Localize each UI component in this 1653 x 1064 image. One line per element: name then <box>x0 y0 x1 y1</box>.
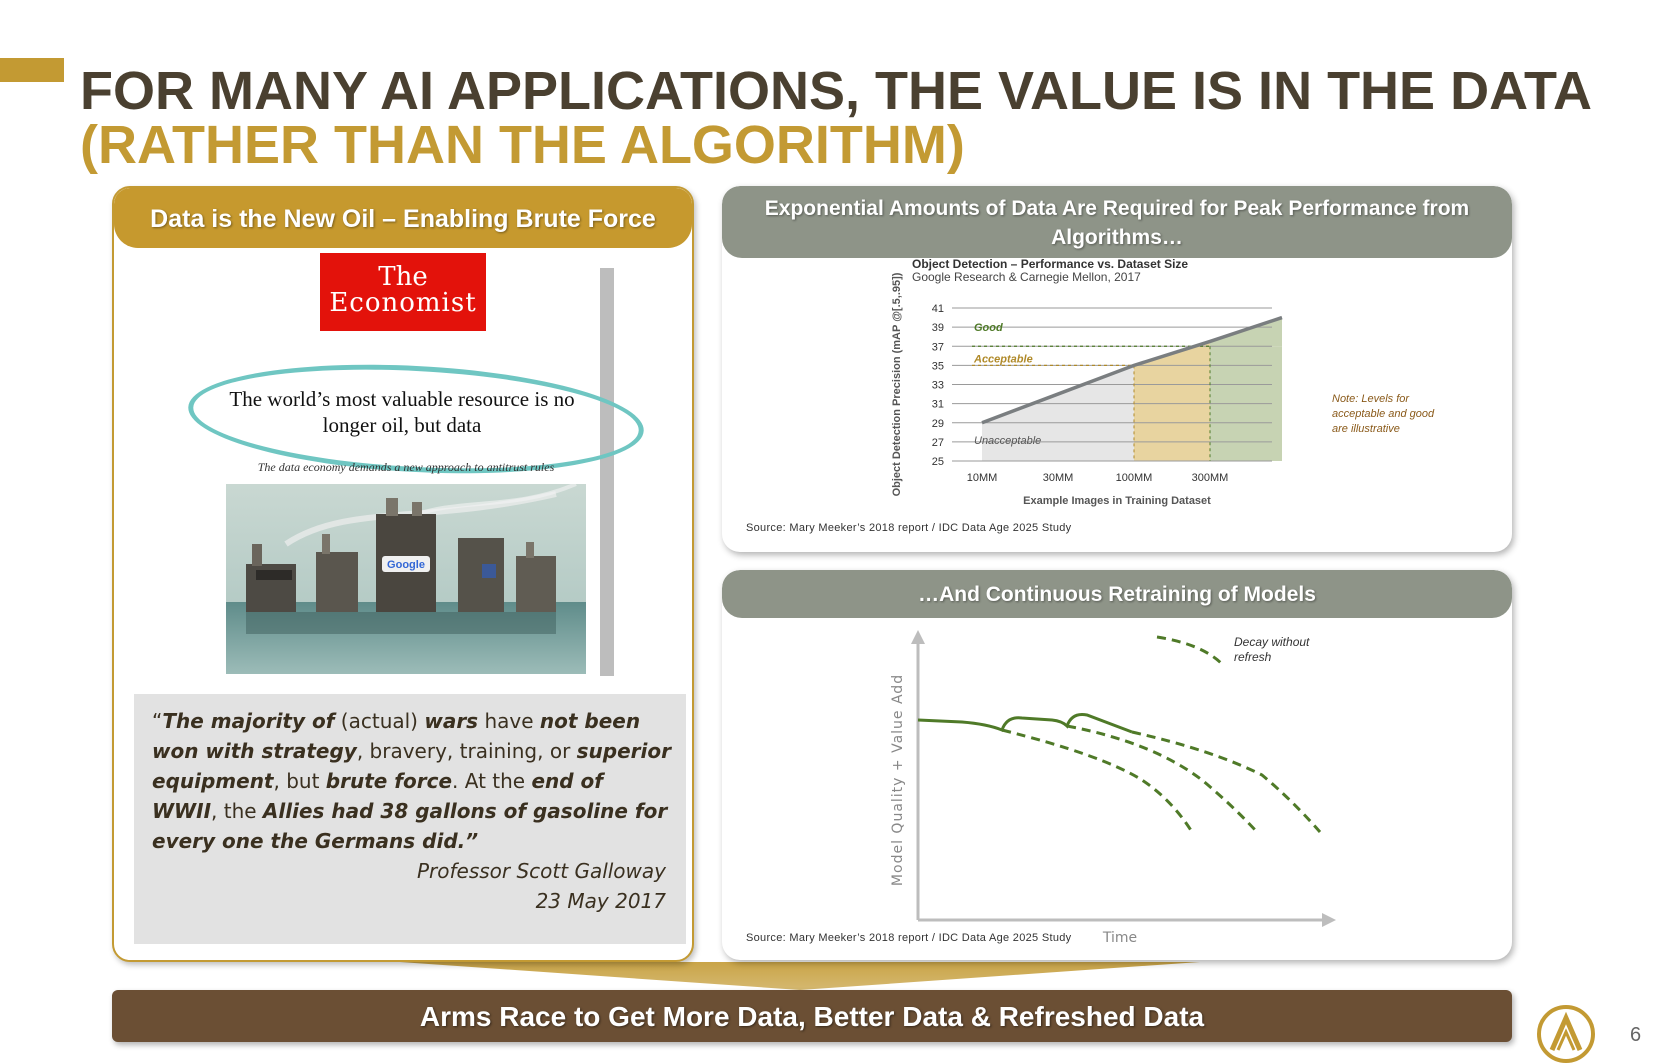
chart1-xtick: 30MM <box>1042 472 1074 484</box>
chart1-note-line: are illustrative <box>1332 423 1400 435</box>
left-panel <box>112 186 694 962</box>
chart2-ylabel: Model Quality + Value Add <box>890 673 906 887</box>
quote-segment: The majority of <box>162 709 335 733</box>
quote-segment: “ <box>152 709 163 733</box>
retrained-curve <box>918 714 1132 732</box>
chart1-ytick: 31 <box>931 398 944 411</box>
chart1-xtick: 10MM <box>966 472 998 484</box>
quote-segment: , but <box>273 769 326 793</box>
retraining-panel-header: …And Continuous Retraining of Models <box>722 570 1512 618</box>
model-decay-chart <box>722 570 1512 960</box>
decay-curve-1 <box>1002 730 1192 832</box>
chart1-ytick: 29 <box>931 417 944 430</box>
chart1-note <box>1332 393 1435 435</box>
chart1-xtick: 100MM <box>1115 472 1153 484</box>
company-logo-icon <box>1536 1004 1596 1064</box>
quote-segment: brute force <box>325 769 453 793</box>
chart1-source: Source: Mary Meeker’s 2018 report / IDC Data Age 2025 Study <box>746 522 1072 534</box>
chart2-source: Source: Mary Meeker’s 2018 report / IDC Data Age 2025 Study <box>746 932 1072 944</box>
acceptable-zone <box>1134 365 1210 461</box>
chart1-xtick: 300MM <box>1191 472 1229 484</box>
chart1-xlabel: Example Images in Training Dataset <box>1023 495 1211 507</box>
chart1-note-line: Note: Levels for <box>1332 393 1410 405</box>
chart2-legend <box>1234 635 1310 664</box>
quote-segment: . At the <box>452 769 532 793</box>
article-headline: The world’s most valuable resource is no longer oil, but data <box>229 387 575 437</box>
chart1-ytick: 27 <box>931 436 944 449</box>
chart2-y-arrow <box>911 630 925 644</box>
quote-segment: (actual) <box>334 709 425 733</box>
quote-segment: Allies had 38 gallons of gasoline for every one the Germans did.” <box>152 799 668 853</box>
chart1-subtitle: Google Research & Carnegie Mellon, 2017 <box>912 270 1141 284</box>
page-number: 6 <box>1630 1024 1642 1046</box>
good-label: Good <box>974 322 1003 335</box>
chart2-x-arrow <box>1322 913 1336 927</box>
chart1-ytick: 25 <box>931 456 944 468</box>
quote-attribution <box>314 856 666 916</box>
detection-performance-chart <box>722 186 1512 552</box>
unacceptable-label: Unacceptable <box>974 434 1042 447</box>
bottom-banner: Arms Race to Get More Data, Better Data & Refreshed Data <box>112 990 1512 1042</box>
chart1-ylabel: Object Detection Precision (mAP @[.5,.95]) <box>891 272 903 497</box>
quote-segment: end of WWII <box>152 769 603 823</box>
svg-text:Google: Google <box>387 559 425 571</box>
chart2-xlabel: Time <box>1102 930 1138 946</box>
chart1-ytick: 37 <box>931 341 944 354</box>
quote-segment: wars <box>424 709 479 733</box>
legend-dashed-swatch <box>1157 637 1222 664</box>
chart1-ytick: 35 <box>931 360 944 373</box>
data-scale-panel-header: Exponential Amounts of Data Are Required for Peak Performance from Algorithms… <box>722 186 1512 258</box>
left-panel-header: Data is the New Oil – Enabling Brute Force <box>114 188 692 248</box>
chart2-legend-line: refresh <box>1234 650 1272 664</box>
acceptable-label: Acceptable <box>974 353 1033 366</box>
oil-rigs-illustration <box>226 484 586 674</box>
economist-logo: The Economist <box>320 253 486 331</box>
chart1-ytick: 41 <box>931 303 944 315</box>
attribution-name: Professor Scott Galloway <box>416 859 666 883</box>
decay-curve-2 <box>1067 726 1257 832</box>
attribution-date: 23 May 2017 <box>535 889 666 913</box>
quote-segment: not been won with strategy <box>152 709 641 763</box>
page-subtitle: (RATHER THAN THE ALGORITHM) <box>80 115 965 175</box>
quote-segment: superior equipment <box>152 739 672 793</box>
page-title: FOR MANY AI APPLICATIONS, THE VALUE IS IN THE DATA <box>80 61 1593 121</box>
retraining-panel <box>722 570 1512 960</box>
article-subhead: The data economy demands a new approach to antitrust rules <box>257 460 555 474</box>
chart1-note-line: acceptable and good <box>1332 408 1435 420</box>
chart1-ytick: 33 <box>931 379 944 392</box>
decay-curve-3 <box>1132 732 1320 832</box>
chart2-legend-line: Decay without <box>1234 635 1310 649</box>
quote-segment: , bravery, training, or <box>356 739 577 763</box>
data-scale-panel <box>722 186 1512 552</box>
chart1-ytick: 39 <box>931 322 944 335</box>
chart1-title: Object Detection – Performance vs. Dataset Size <box>912 257 1189 271</box>
quote-segment: have <box>478 709 540 733</box>
quote-segment: , the <box>211 799 263 823</box>
galloway-quote <box>152 706 672 856</box>
